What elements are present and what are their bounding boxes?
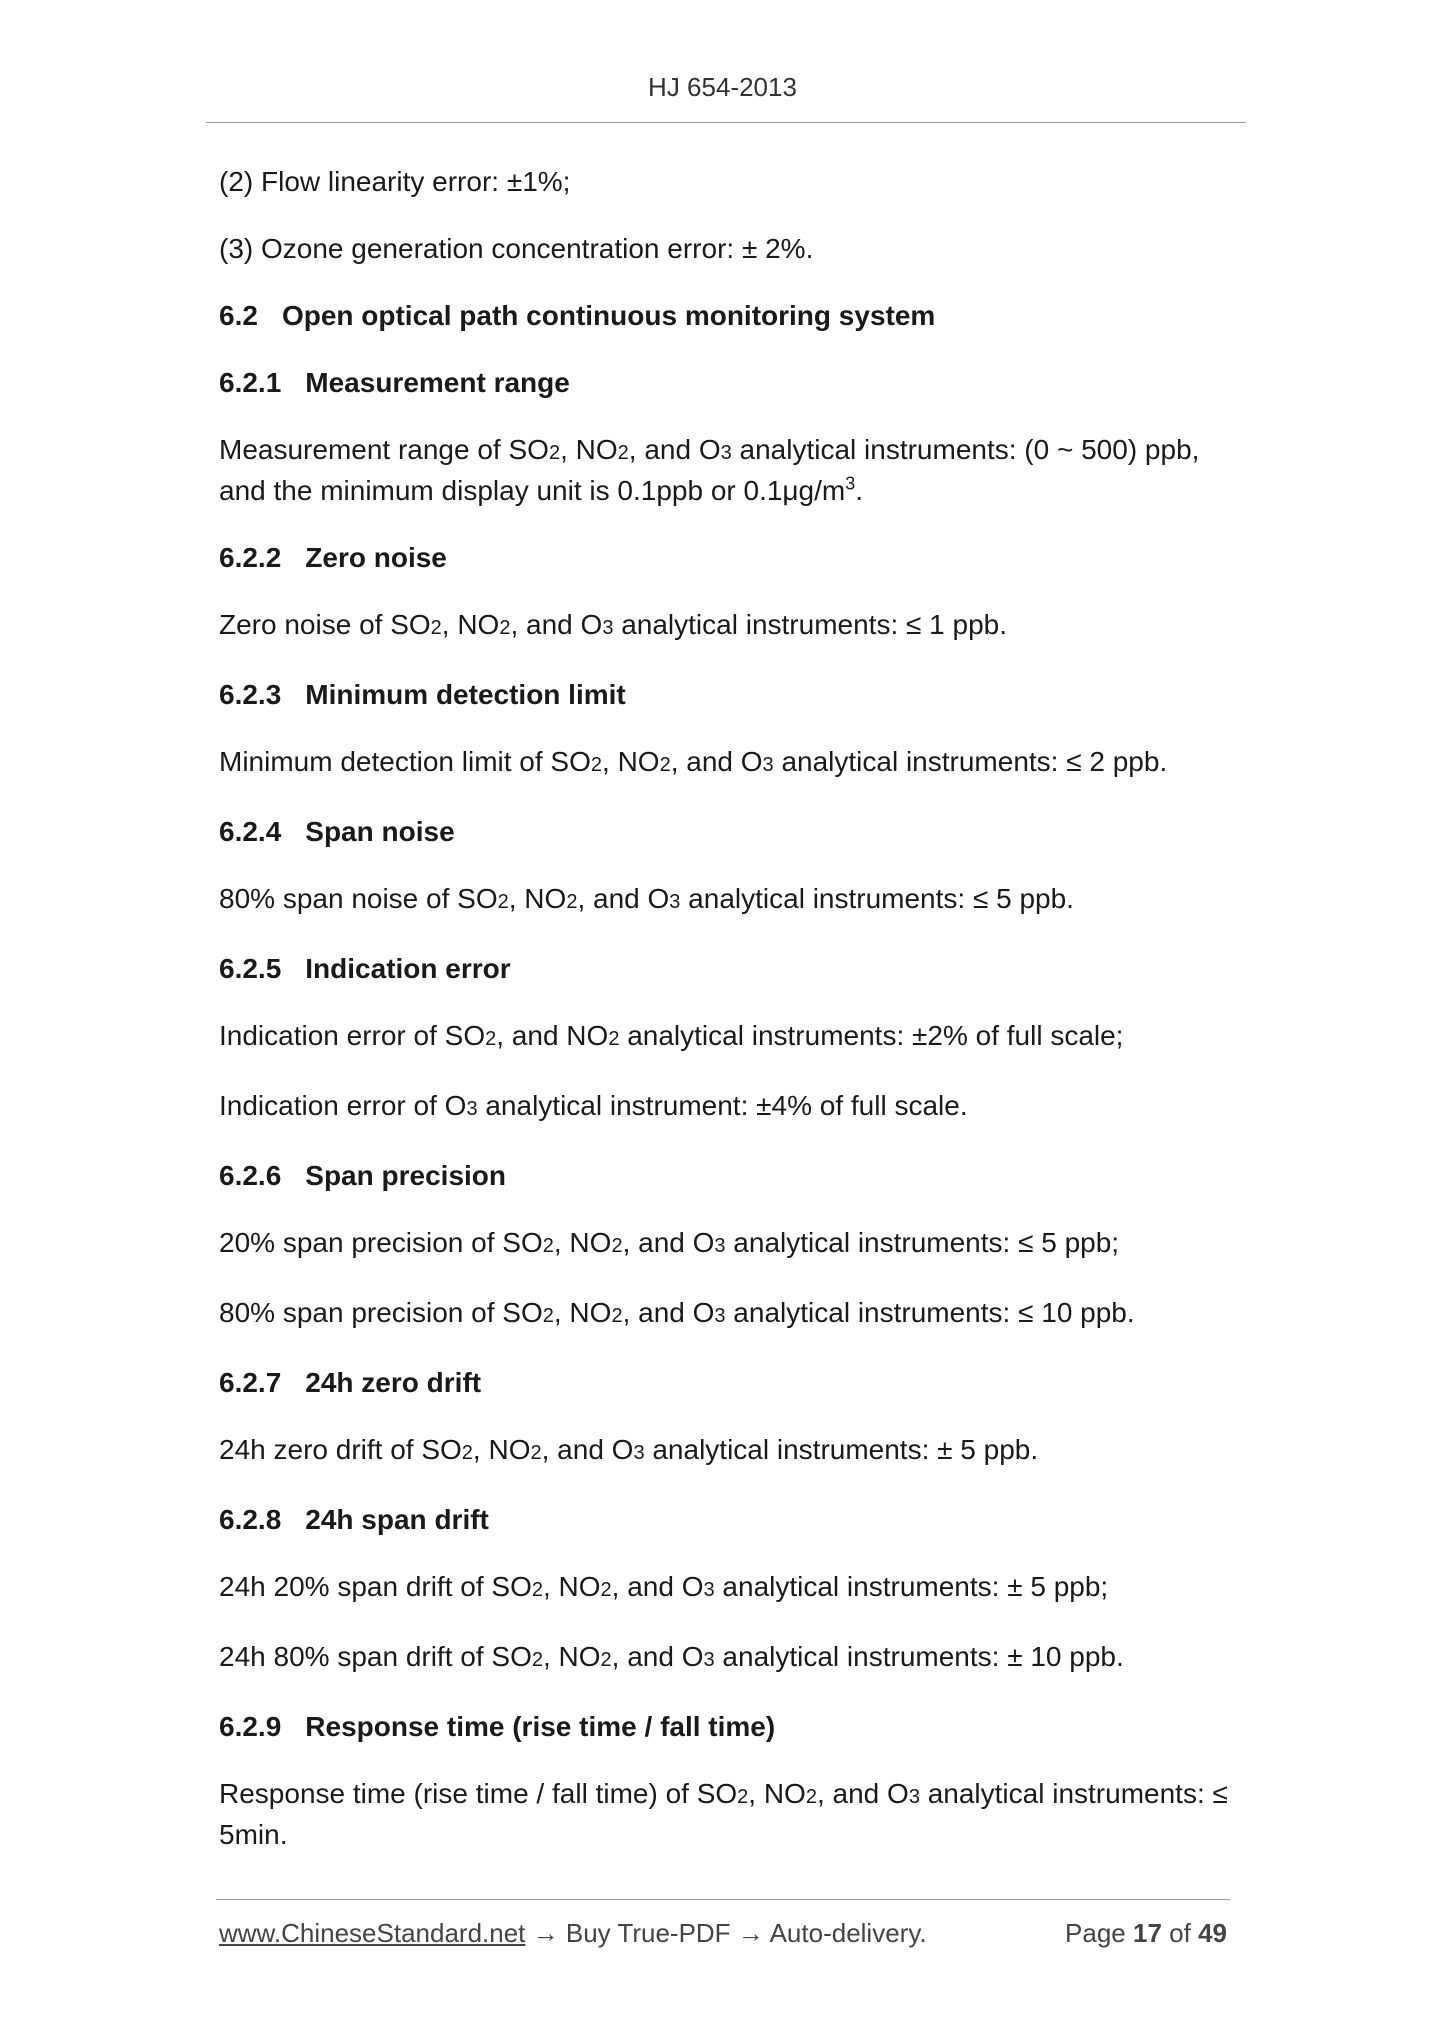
total-page-count: 49 (1198, 1918, 1227, 1948)
section-heading-6-2-8 (219, 1501, 1239, 1539)
paragraph-span-drift-20: 24h 20% span drift of SO2, NO2, and O3 analytical instruments: ± 5 ppb; (219, 1571, 1109, 1602)
buy-pdf-text: → Buy True-PDF (525, 1918, 738, 1948)
paragraph-measurement-range: Measurement range of SO2, NO2, and O3 analytical instruments: (0 ~ 500) ppb, and the minimum display unit is 0.1ppb or $0.1\mu g/m^3$. (219, 434, 1200, 506)
website-link[interactable]: www.ChineseStandard.net (219, 1918, 526, 1948)
section-heading-6-2-3 (219, 676, 1239, 714)
paragraph-zero-noise: Zero noise of SO2, NO2, and O3 analytical instruments: ≤ 1 ppb. (219, 609, 1007, 640)
section-title: Open optical path continuous monitoring system (281, 300, 936, 331)
document-body (219, 163, 1239, 1883)
section-number: 6.2.2 (219, 542, 282, 573)
page-counter: Page 17 of 49 (1065, 1918, 1227, 1948)
section-title: Indication error (305, 953, 511, 984)
paragraph-ozone-error: (3) Ozone generation concentration error: ± 2%. (219, 233, 814, 264)
paragraph-response-time: Response time (rise time / fall time) of SO2, NO2, and O3 analytical instruments: ≤ 5min. (219, 1778, 1228, 1850)
document-id-header: HJ 654-2013 (648, 72, 797, 102)
section-title: Span precision (305, 1160, 506, 1191)
paragraph-detection-limit: Minimum detection limit of SO2, NO2, and O3 analytical instruments: ≤ 2 ppb. (219, 746, 1168, 777)
section-title: Span noise (305, 816, 455, 847)
section-heading-6-2-4 (219, 813, 1239, 851)
section-number: 6.2.6 (219, 1160, 282, 1191)
section-heading-6-2-5 (219, 950, 1239, 988)
section-title: 24h span drift (305, 1504, 489, 1535)
section-number: 6.2.7 (219, 1367, 282, 1398)
section-number: 6.2.8 (219, 1504, 282, 1535)
section-heading-6-2-6 (219, 1157, 1239, 1195)
header-divider (206, 122, 1246, 123)
section-number: 6.2.3 (219, 679, 282, 710)
section-heading-6-2-7 (219, 1364, 1239, 1402)
auto-delivery-text: → Auto-delivery. (737, 1918, 927, 1948)
section-heading-6-2-2 (219, 539, 1239, 577)
section-number: 6.2.1 (219, 367, 282, 398)
paragraph-zero-drift: 24h zero drift of SO2, NO2, and O3 analytical instruments: ± 5 ppb. (219, 1434, 1039, 1465)
paragraph-indication-error-o3: Indication error of O3 analytical instrument: ±4% of full scale. (219, 1090, 968, 1121)
paragraph-span-precision-20: 20% span precision of SO2, NO2, and O3 analytical instruments: ≤ 5 ppb; (219, 1227, 1120, 1258)
footer-divider (216, 1899, 1230, 1900)
section-heading-6-2-9 (219, 1708, 1239, 1746)
section-title: Measurement range (305, 367, 570, 398)
section-title: Minimum detection limit (305, 679, 626, 710)
current-page-number: 17 (1133, 1918, 1162, 1948)
section-title: Zero noise (305, 542, 447, 573)
paragraph-span-drift-80: 24h 80% span drift of SO2, NO2, and O3 analytical instruments: ± 10 ppb. (219, 1641, 1124, 1672)
footer-promo (219, 1918, 927, 1949)
section-number: 6.2.5 (219, 953, 282, 984)
section-number: 6.2.9 (219, 1711, 282, 1742)
paragraph-flow-linearity: (2) Flow linearity error: ±1%; (219, 166, 571, 197)
section-number: 6.2 (219, 300, 258, 331)
section-title: Response time (rise time / fall time) (305, 1711, 776, 1742)
paragraph-span-noise: 80% span noise of SO2, NO2, and O3 analytical instruments: ≤ 5 ppb. (219, 883, 1074, 914)
paragraph-indication-error-so2-no2: Indication error of SO2, and NO2 analytical instruments: ±2% of full scale; (219, 1020, 1124, 1051)
section-heading-6-2-1 (219, 364, 1239, 402)
section-number: 6.2.4 (219, 816, 282, 847)
section-title: 24h zero drift (305, 1367, 482, 1398)
section-heading-6-2 (219, 297, 1239, 335)
paragraph-span-precision-80: 80% span precision of SO2, NO2, and O3 analytical instruments: ≤ 10 ppb. (219, 1297, 1135, 1328)
